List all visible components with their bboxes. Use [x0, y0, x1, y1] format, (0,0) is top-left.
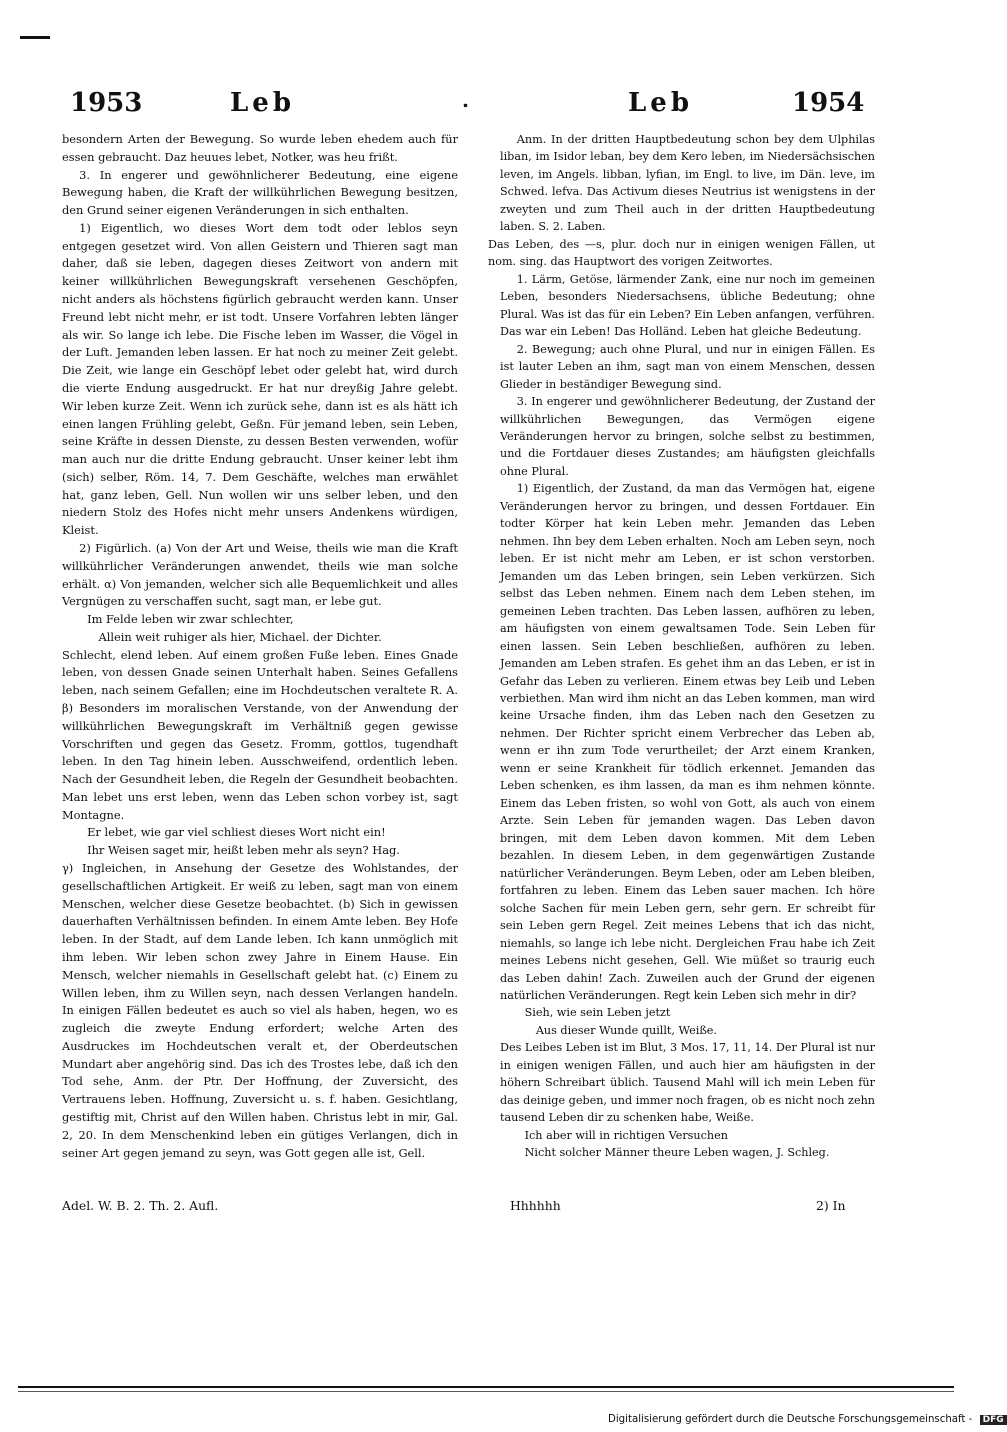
paragraph: 1. Lärm, Getöse, lärmender Zank, eine nur noch im gemeinen Leben, besonders Niedersachsens, übliche Bedeutung; ohne Plural. Was ist das für ein Leben? Ein Leben anfangen, verführen. Das war ein Leben! Das Holländ. Leben hat gleiche Bedeutung.	[500, 272, 875, 339]
catchword: 2) In	[816, 1198, 846, 1213]
header-dot: .	[462, 88, 469, 112]
signature-mark-left: Adel. W. B. 2. Th. 2. Aufl.	[62, 1198, 219, 1213]
page-number-right: 1954	[792, 88, 865, 118]
paragraph: 1) Eigentlich, wo dieses Wort dem todt oder leblos seyn entgegen gesetzet wird. Von allen Geistern und Thieren sagt man daher, daß sie leben, dagegen dieses Zeitwort von andern mit keiner willkührlichen Bewegungskraft versehenen Geschöpfen, nicht anders als höchstens figürlich gebraucht werden kann. Unser Freund lebt nicht mehr, er ist todt. Unsere Vorfahren lebten länger als wir. So lange ich lebe. Die Fische leben im Wasser, die Vögel in der Luft. Jemanden leben lassen. Er hat noch zu meiner Zeit gelebt. Die Zeit, wie lange ein Geschöpf lebet oder gelebt hat, wird durch die vierte Endung ausgedruckt. Er hat nur dreyßig Jahre gelebt. Wir leben kurze Zeit. Wenn ich zurück sehe, dann ist es als hätt ich einen langen Frühling gelebt, Geßn. Für jemand leben, sein Leben, seine Kräfte in dessen Dienste, zu dessen Besten verwenden, wofür man auch nur die dritte Endung gebraucht. Unser keiner lebt ihm (sich) selber, Röm. 14, 7. Dem Geschäfte, welches man erwählet hat, ganz leben, Gell. Nun wollen wir uns selber leben, und den niedern Stolz des Hofes nicht mehr unsers Andenkens würdigen, Kleist.	[62, 220, 458, 538]
paragraph: besondern Arten der Bewegung. So wurde leben ehedem auch für essen gebraucht. Daz heuues lebet, Notker, was heu frißt.	[62, 132, 458, 164]
paragraph: Schlecht, elend leben. Auf einem großen Fuße leben. Eines Gnade leben, von dessen Gnade seinen Unterhalt haben. Seines Gefallens leben, nach seinem Gefallen; eine im Hochdeutschen veraltete R. A. β) Besonders im moralischen Verstande, von der Anwendung der willkührlichen Bewegungskraft im Verhältniß gegen gewisse Vorschriften und gegen das Gesetz. Fromm, gottlos, tugendhaft leben. In den Tag hinein leben. Ausschweifend, ordentlich leben. Nach der Gesundheit leben, die Regeln der Gesundheit beobachten. Man lebet uns erst leben, wenn das Leben schon vorbey ist, sagt Montagne.	[62, 647, 458, 822]
signature-mark-right: Hhhhhh	[510, 1198, 561, 1213]
verse-line: Aus dieser Wunde quillt, Weiße.	[535, 1023, 717, 1037]
verse-line: Im Felde leben wir zwar schlechter,	[87, 612, 294, 627]
paragraph: Des Leibes Leben ist im Blut, 3 Mos. 17, 11, 14. Der Plural ist nur in einigen wenigen Fällen, und auch hier am häufigsten in der höhern Schreibart üblich. Tausend Mahl will ich mein Leben für das deinige geben, und immer noch fragen, ob es nicht noch zehn tausend Leben dir zu schenken habe, Weiße.	[500, 1041, 875, 1125]
digitization-footer	[608, 1414, 1004, 1428]
paragraph: 2) Figürlich. (a) Von der Art und Weise, theils wie man die Kraft willkührlicher Veränderungen anwendet, theils wie man solche erhält. α) Von jemanden, welcher sich alle Bequemlichkeit und alles Vergnügen zu verschaffen sucht, sagt man, er lebe gut.	[62, 540, 458, 609]
right-column	[488, 131, 875, 1162]
verse-line: Allein weit ruhiger als hier, Michael. der Dichter.	[98, 629, 382, 644]
paragraph: 2. Bewegung; auch ohne Plural, und nur in einigen Fällen. Es ist lauter Leben an ihm, sagt man von einem Menschen, dessen Glieder in beständiger Bewegung sind.	[500, 342, 875, 391]
bottom-rule	[18, 1386, 954, 1388]
paragraph: 1) Eigentlich, der Zustand, da man das Vermögen hat, eigene Veränderungen hervor zu bringen, und dessen Fortdauer. Ein todter Körper hat kein Leben mehr. Jemanden das Leben nehmen. Ihn bey dem Leben erhalten. Noch am Leben seyn, noch leben. Er ist nicht mehr am Leben, er ist schon verstorben. Jemanden um das Leben bringen, sein Leben verkürzen. Sich selbst das Leben nehmen. Einem nach dem Leben stehen, im gemeinen Leben trachten. Das Leben lassen, aufhören zu leben, am häufigsten von einem gewaltsamen Tode. Sein Leben für einen lassen. Sein Leben beschließen, aufhören zu leben. Jemanden am Leben strafen. Es gehet ihm an das Leben, er ist in Gefahr das Leben zu verlieren. Einem etwas bey Leib und Leben verbiethen. Man wird ihm nicht an das Leben kommen, man wird keine Ursache finden, ihm das Leben nach den Gesetzen zu nehmen. Der Richter spricht einem Verbrecher das Leben ab, wenn er ihn zum Tode verurtheilet; der Arzt einem Kranken, wenn er seine Krankheit für tödlich erkennet. Jemanden das Leben schenken, es ihm lassen, da man es ihm nehmen könnte. Einem das Leben fristen, so wohl von Gott, als auch von einem Arzte. Sein Leben für jemanden wagen. Das Leben davon bringen, mit dem Leben davon kommen. Mit dem Leben bezahlen. In diesem Leben, in dem gegenwärtigen Zustande natürlicher Veränderungen. Beym Leben, oder am Leben bleiben, fortfahren zu leben. Einem das Leben sauer machen. Ich höre solche Sachen für mein Leben gern, sehr gern. Er schreibt für sein Leben gern Regel. Zeit meines Lebens that ich das nicht, niemahls, so lange ich lebe nicht. Dergleichen Frau habe ich Zeit meines Lebens nicht gesehen, Gell. Wie müßet so traurig euch das Leben dahin! Zach. Zuweilen auch der Grund der eigenen natürlichen Veränderungen. Regt kein Leben sich mehr in dir?	[500, 482, 875, 1002]
paragraph: 3. In engerer und gewöhnlicherer Bedeutung, der Zustand der willkührlichen Bewegungen, das Vermögen eigene Veränderungen hervor zu bringen, solche selbst zu bestimmen, und die Fortdauer dieses Zustandes; am häufigsten gleichfalls ohne Plural.	[500, 395, 875, 478]
verse-line: Sieh, wie sein Leben jetzt	[524, 1006, 671, 1020]
verse-line: Ich aber will in richtigen Versuchen	[524, 1128, 728, 1142]
corner-mark	[20, 36, 50, 39]
left-column	[62, 131, 458, 1162]
paragraph: γ) Ingleichen, in Ansehung der Gesetze des Wohlstandes, der gesellschaftlichen Artigkeit. Er weiß zu leben, sagt man von einem Menschen, welcher diese Gesetze beobachtet. (b) Sich in gewissen dauerhaften Verhältnissen befinden. In einem Amte leben. Bey Hofe leben. In der Stadt, auf dem Lande leben. Ich kann unmöglich mit ihm leben. Wir leben schon zwey Jahre in Einem Hause. Ein Mensch, welcher niemahls in Gesellschaft gelebt hat. (c) Einem zu Willen leben, ihm zu Willen seyn, nach dessen Verlangen handeln. In einigen Fällen bedeutet es auch so viel als haben, hegen, wo es zugleich die zweyte Endung erfordert; welche Arten des Ausdruckes im Hochdeutschen veralt et, der Oberdeutschen Mundart aber angehörig sind. Das ich des Trostes lebe, daß ich den Tod sehe, Anm. der Ptr. Der Hoffnung, der Zuversicht, des Vertrauens leben. Hoffnung, Zuversicht u. s. f. haben. Gesichtlang, gestiftig mit, Christ auf den Willen haben. Christus lebt in mir, Gal. 2, 20. In dem Menschenkind leben ein gütiges Verlangen, dich in seiner Art gegen jemand zu seyn, was Gott gegen alle ist, Gell.	[62, 861, 458, 1160]
paragraph: Anm. In der dritten Hauptbedeutung schon bey dem Ulphilas liban, im Isidor leban, bey dem Kero leben, im Niedersächsischen leven, im Angels. libban, lyfian, im Engl. to live, im Dän. leve, im Schwed. lefva. Das Activum dieses Neutrius ist wenigstens in der zweyten und zum Theil auch in der dritten Hauptbedeutung laben. S. 2. Laben.	[500, 133, 875, 234]
paragraph: 3. In engerer und gewöhnlicherer Bedeutung, eine eigene Bewegung haben, die Kraft der willkührlichen Bewegung besitzen, den Grund seiner eigenen Veränderungen in sich enthalten.	[62, 167, 458, 218]
bottom-rule-thin	[18, 1391, 954, 1392]
page-number-left: 1953	[70, 88, 143, 118]
running-head-left: Leb	[230, 88, 296, 118]
dfg-logo: DFG	[980, 1415, 1007, 1425]
verse-line: Er lebet, wie gar viel schliest dieses Wort nicht ein!	[87, 825, 386, 840]
verse-line: Ihr Weisen saget mir, heißt leben mehr als seyn? Hag.	[87, 843, 400, 858]
running-head-right: Leb	[628, 88, 694, 118]
entry-headword: Das Leben, des —s, plur. doch nur in einigen wenigen Fällen, ut nom. sing. das Hauptwort des vorigen Zeitwortes.	[488, 237, 875, 269]
verse-line: Nicht solcher Männer theure Leben wagen, J. Schleg.	[524, 1146, 830, 1160]
footer-text: Digitalisierung gefördert durch die Deutsche Forschungsgemeinschaft -	[608, 1414, 973, 1425]
